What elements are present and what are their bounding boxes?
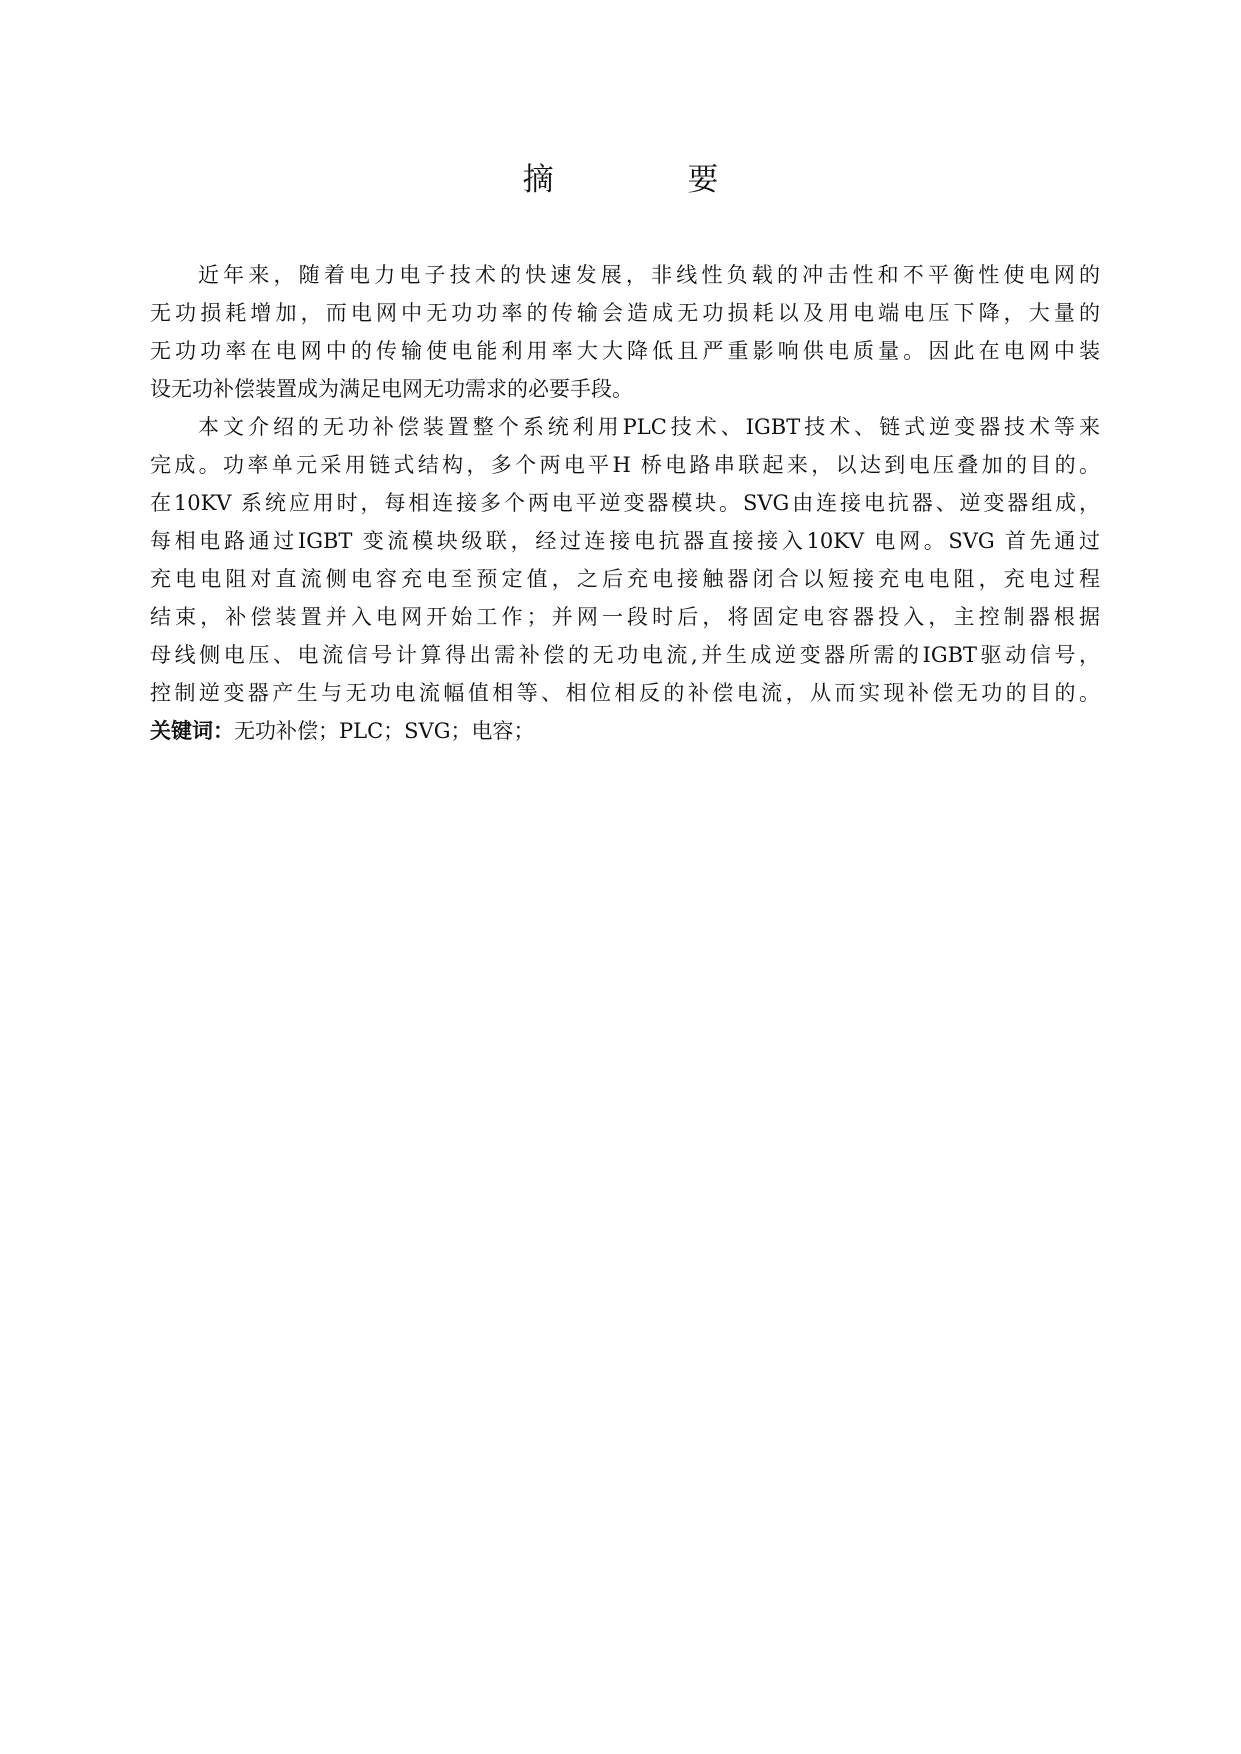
abstract-body (150, 256, 1100, 750)
paragraph-line: 控制逆变器产生与无功电流幅值相等、相位相反的补偿电流，从而实现补偿无功的目的。 (150, 681, 1100, 705)
paragraph-line: 本文介绍的无功补偿装置整个系统利用PLC技术、IGBT技术、链式逆变器技术等来 (198, 415, 1100, 439)
paragraph-line: 母线侧电压、电流信号计算得出需补偿的无功电流,并生成逆变器所需的IGBT驱动信号， (150, 643, 1100, 667)
abstract-paragraph-1 (150, 256, 1100, 408)
paragraph-line: 无功功率在电网中的传输使电能利用率大大降低且严重影响供电质量。因此在电网中装 (150, 339, 1100, 363)
paragraph-line: 无功损耗增加，而电网中无功功率的传输会造成无功损耗以及用电端电压下降，大量的 (150, 301, 1100, 325)
paragraph-line: 设无功补偿装置成为满足电网无功需求的必要手段。 (150, 377, 633, 401)
paragraph-line: 充电电阻对直流侧电容充电至预定值，之后充电接触器闭合以短接充电电阻，充电过程 (150, 567, 1100, 591)
paragraph-line: 每相电路通过IGBT 变流模块级联，经过连接电抗器直接接入10KV 电网。SVG 首先通过 (150, 529, 1100, 553)
keywords-text: 无功补偿；PLC；SVG；电容； (234, 719, 535, 743)
paragraph-line: 结束，补偿装置并入电网开始工作；并网一段时后，将固定电容器投入，主控制器根据 (150, 605, 1100, 629)
paragraph-line: 完成。功率单元采用链式结构，多个两电平H 桥电路串联起来，以达到电压叠加的目的。 (150, 453, 1100, 477)
page-title: 摘 要 (522, 162, 757, 198)
keywords-line (150, 712, 1100, 750)
keywords-label: 关键词： (150, 719, 234, 743)
paragraph-line: 在10KV 系统应用时，每相连接多个两电平逆变器模块。SVG由连接电抗器、逆变器组成， (150, 491, 1100, 515)
abstract-paragraph-2 (150, 408, 1100, 712)
paragraph-line: 近年来，随着电力电子技术的快速发展，非线性负载的冲击性和不平衡性使电网的 (198, 263, 1100, 287)
